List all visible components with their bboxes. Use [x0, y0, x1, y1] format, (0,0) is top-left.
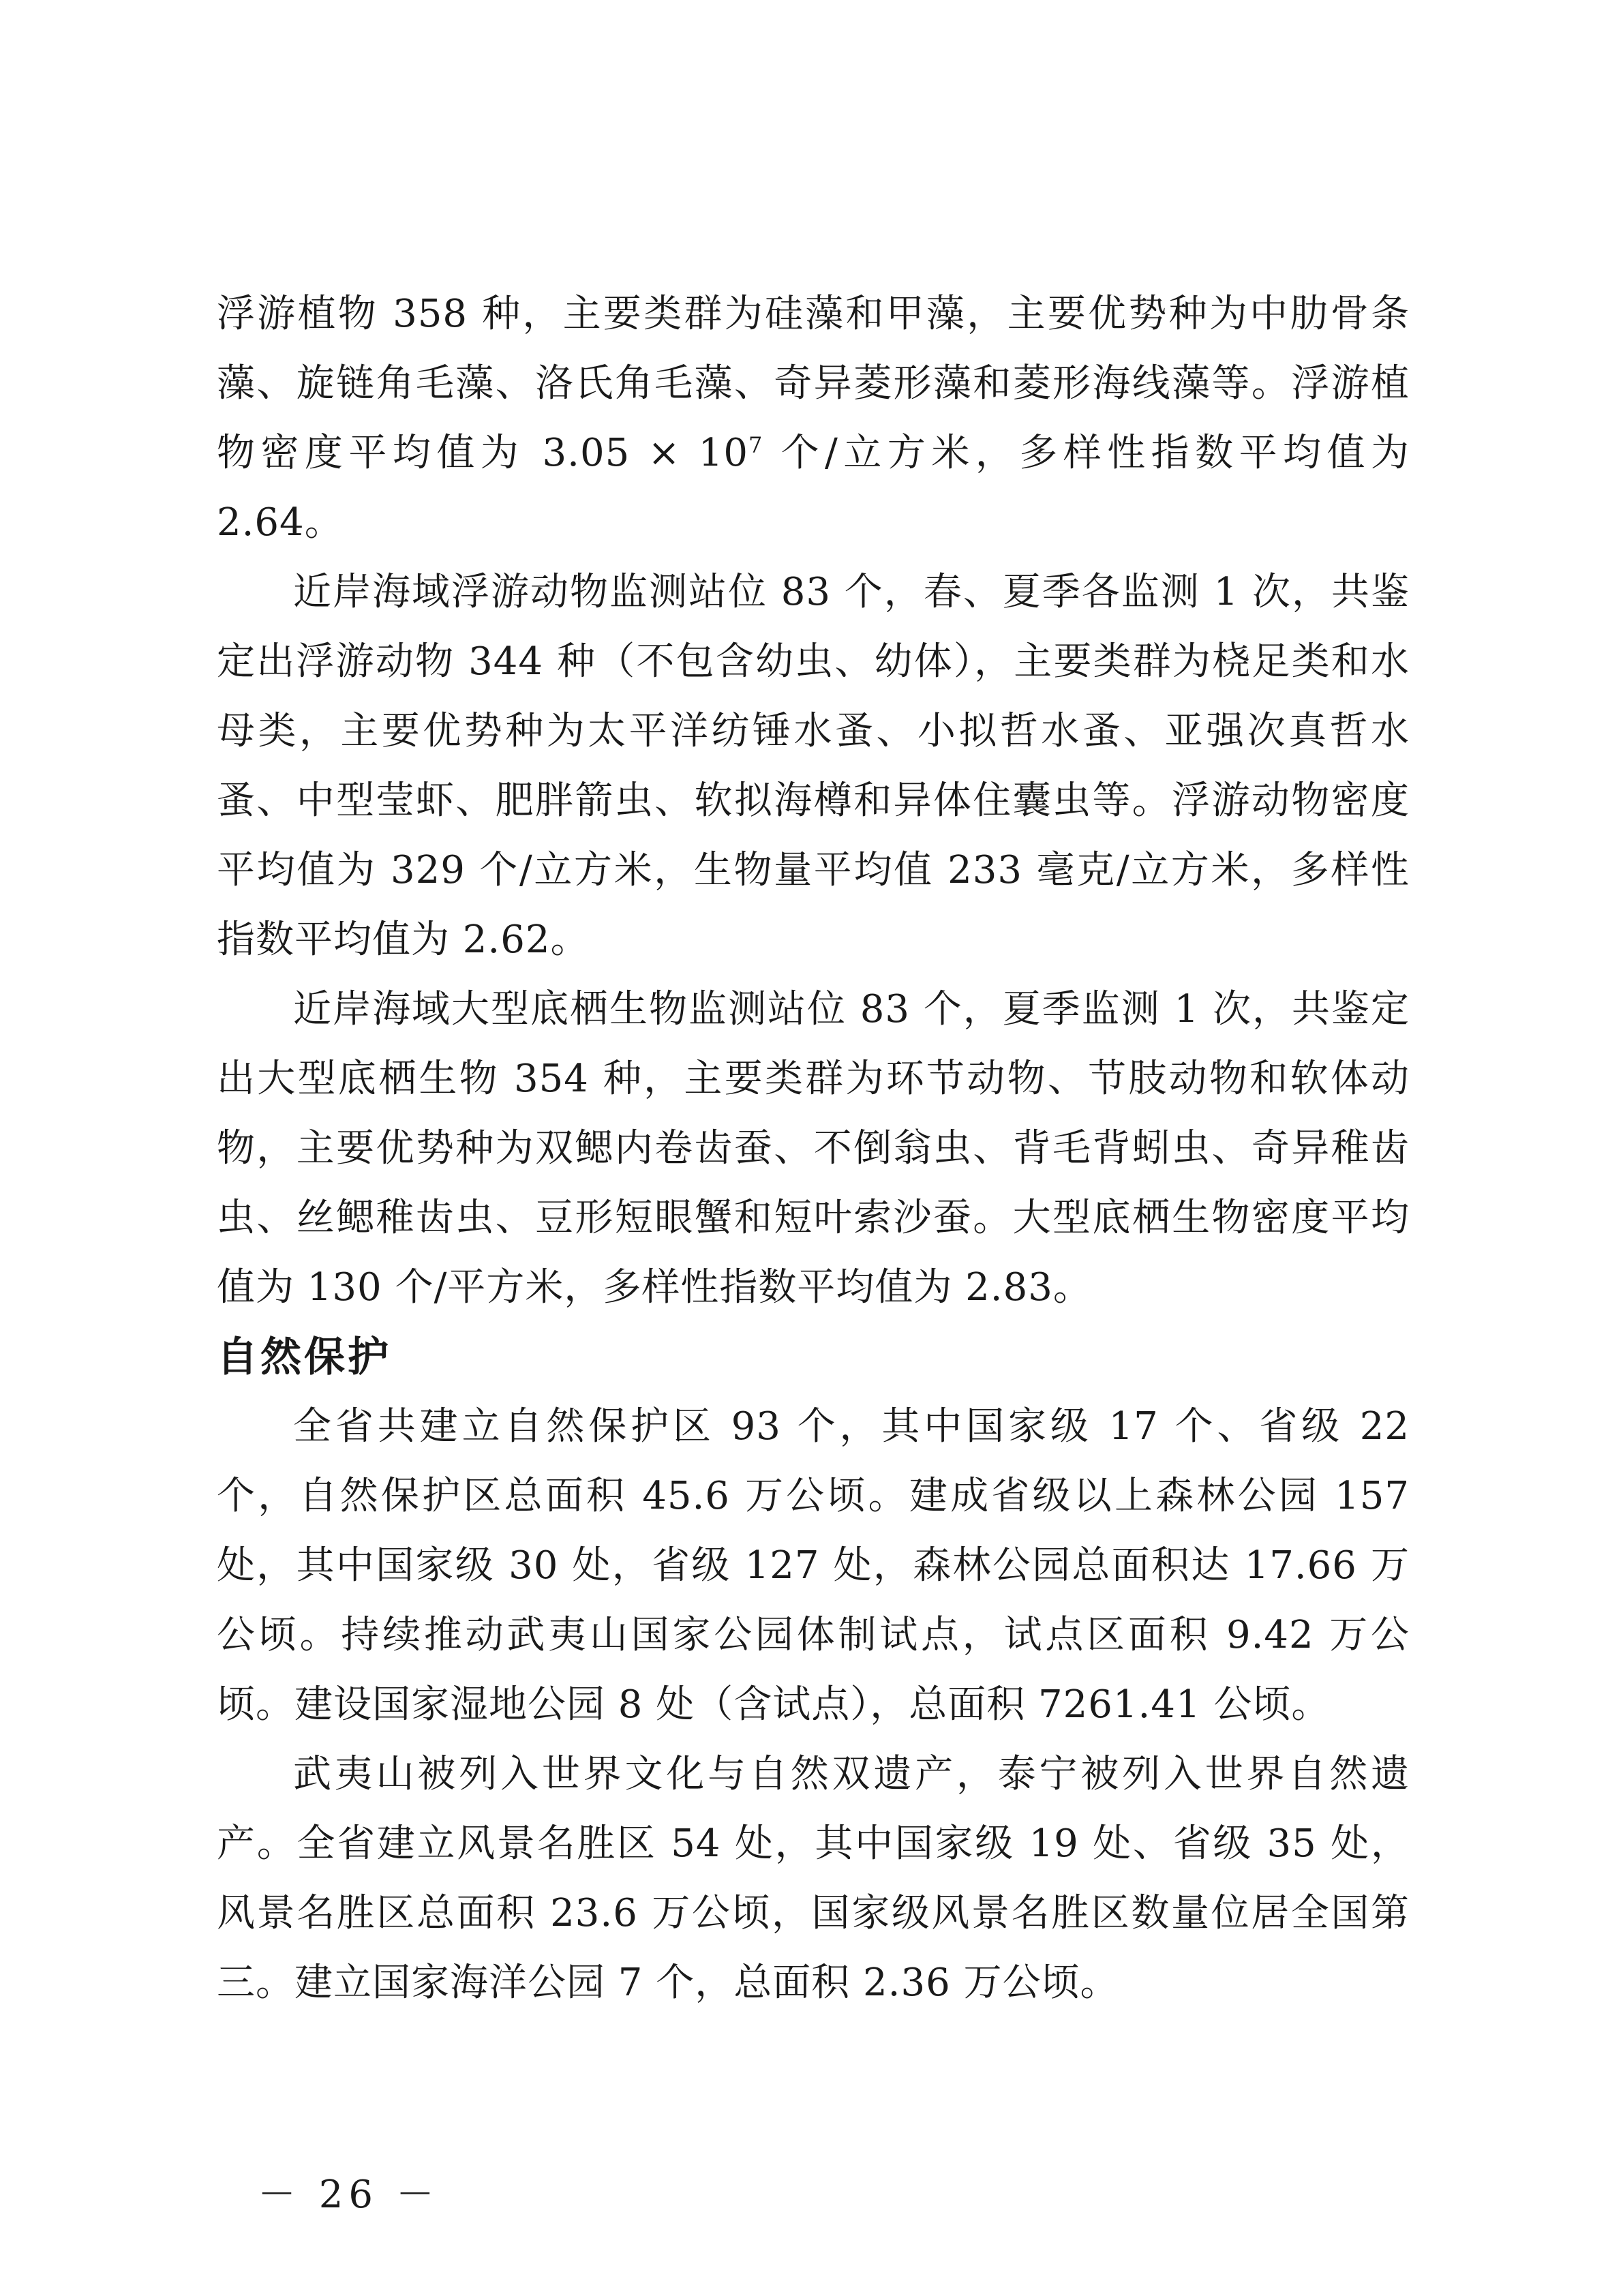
section-heading-nature-protection: 自然保护: [217, 1333, 391, 1381]
paragraph-scenic-areas: 武夷山被列入世界文化与自然双遗产，泰宁被列入世界自然遗产。全省建立风景名胜区 54 处，其中国家级 19 处、省级 35 处，风景名胜区总面积 23.6 万公顷，国家级风景名胜区数量位居全国第三。建立国家海洋公园 7 个，总面积 2.36 万公顷。: [217, 1752, 1410, 2005]
paragraph-nature-reserves: 全省共建立自然保护区 93 个，其中国家级 17 个、省级 22 个，自然保护区总面积 45.6 万公顷。建成省级以上森林公园 157 处，其中国家级 30 处，省级 127 处，森林公园总面积达 17.66 万公顷。持续推动武夷山国家公园体制试点，试点区面积 9.42 万公顷。建设国家湿地公园 8 处（含试点），总面积 7261.41 公顷。: [217, 1404, 1410, 1727]
paragraph-benthos: 近岸海域大型底栖生物监测站位 83 个，夏季监测 1 次，共鉴定出大型底栖生物 354 种，主要类群为环节动物、节肢动物和软体动物，主要优势种为双鳃内卷齿蚕、不倒翁虫、背毛背蚓虫、奇异稚齿虫、丝鳃稚齿虫、豆形短眼蟹和短叶索沙蚕。大型底栖生物密度平均值为 130 个/平方米，多样性指数平均值为 2.83。: [217, 987, 1410, 1310]
document-body: [217, 280, 1410, 2018]
paragraph-phytoplankton: [217, 280, 1410, 558]
phytoplankton-text-end: 个/立方米，多样性指数平均值为 2.64。: [217, 431, 1410, 545]
page-number: － 26 －: [258, 2173, 440, 2217]
phytoplankton-text: 浮游植物 358 种，主要类群为硅藻和甲藻，主要优势种为中肋骨条藻、旋链角毛藻、洛氏角毛藻、奇异菱形藻和菱形海线藻等。浮游植物密度平均值为 3.05 × 10: [217, 292, 1410, 475]
density-exponent: 7: [748, 432, 763, 458]
paragraph-zooplankton: 近岸海域浮游动物监测站位 83 个，春、夏季各监测 1 次，共鉴定出浮游动物 344 种（不包含幼虫、幼体），主要类群为桡足类和水母类，主要优势种为太平洋纺锤水蚤、小拟哲水蚤、亚强次真哲水蚤、中型莹虾、肥胖箭虫、软拟海樽和异体住囊虫等。浮游动物密度平均值为 329 个/立方米，生物量平均值 233 毫克/立方米，多样性指数平均值为 2.62。: [217, 570, 1410, 962]
